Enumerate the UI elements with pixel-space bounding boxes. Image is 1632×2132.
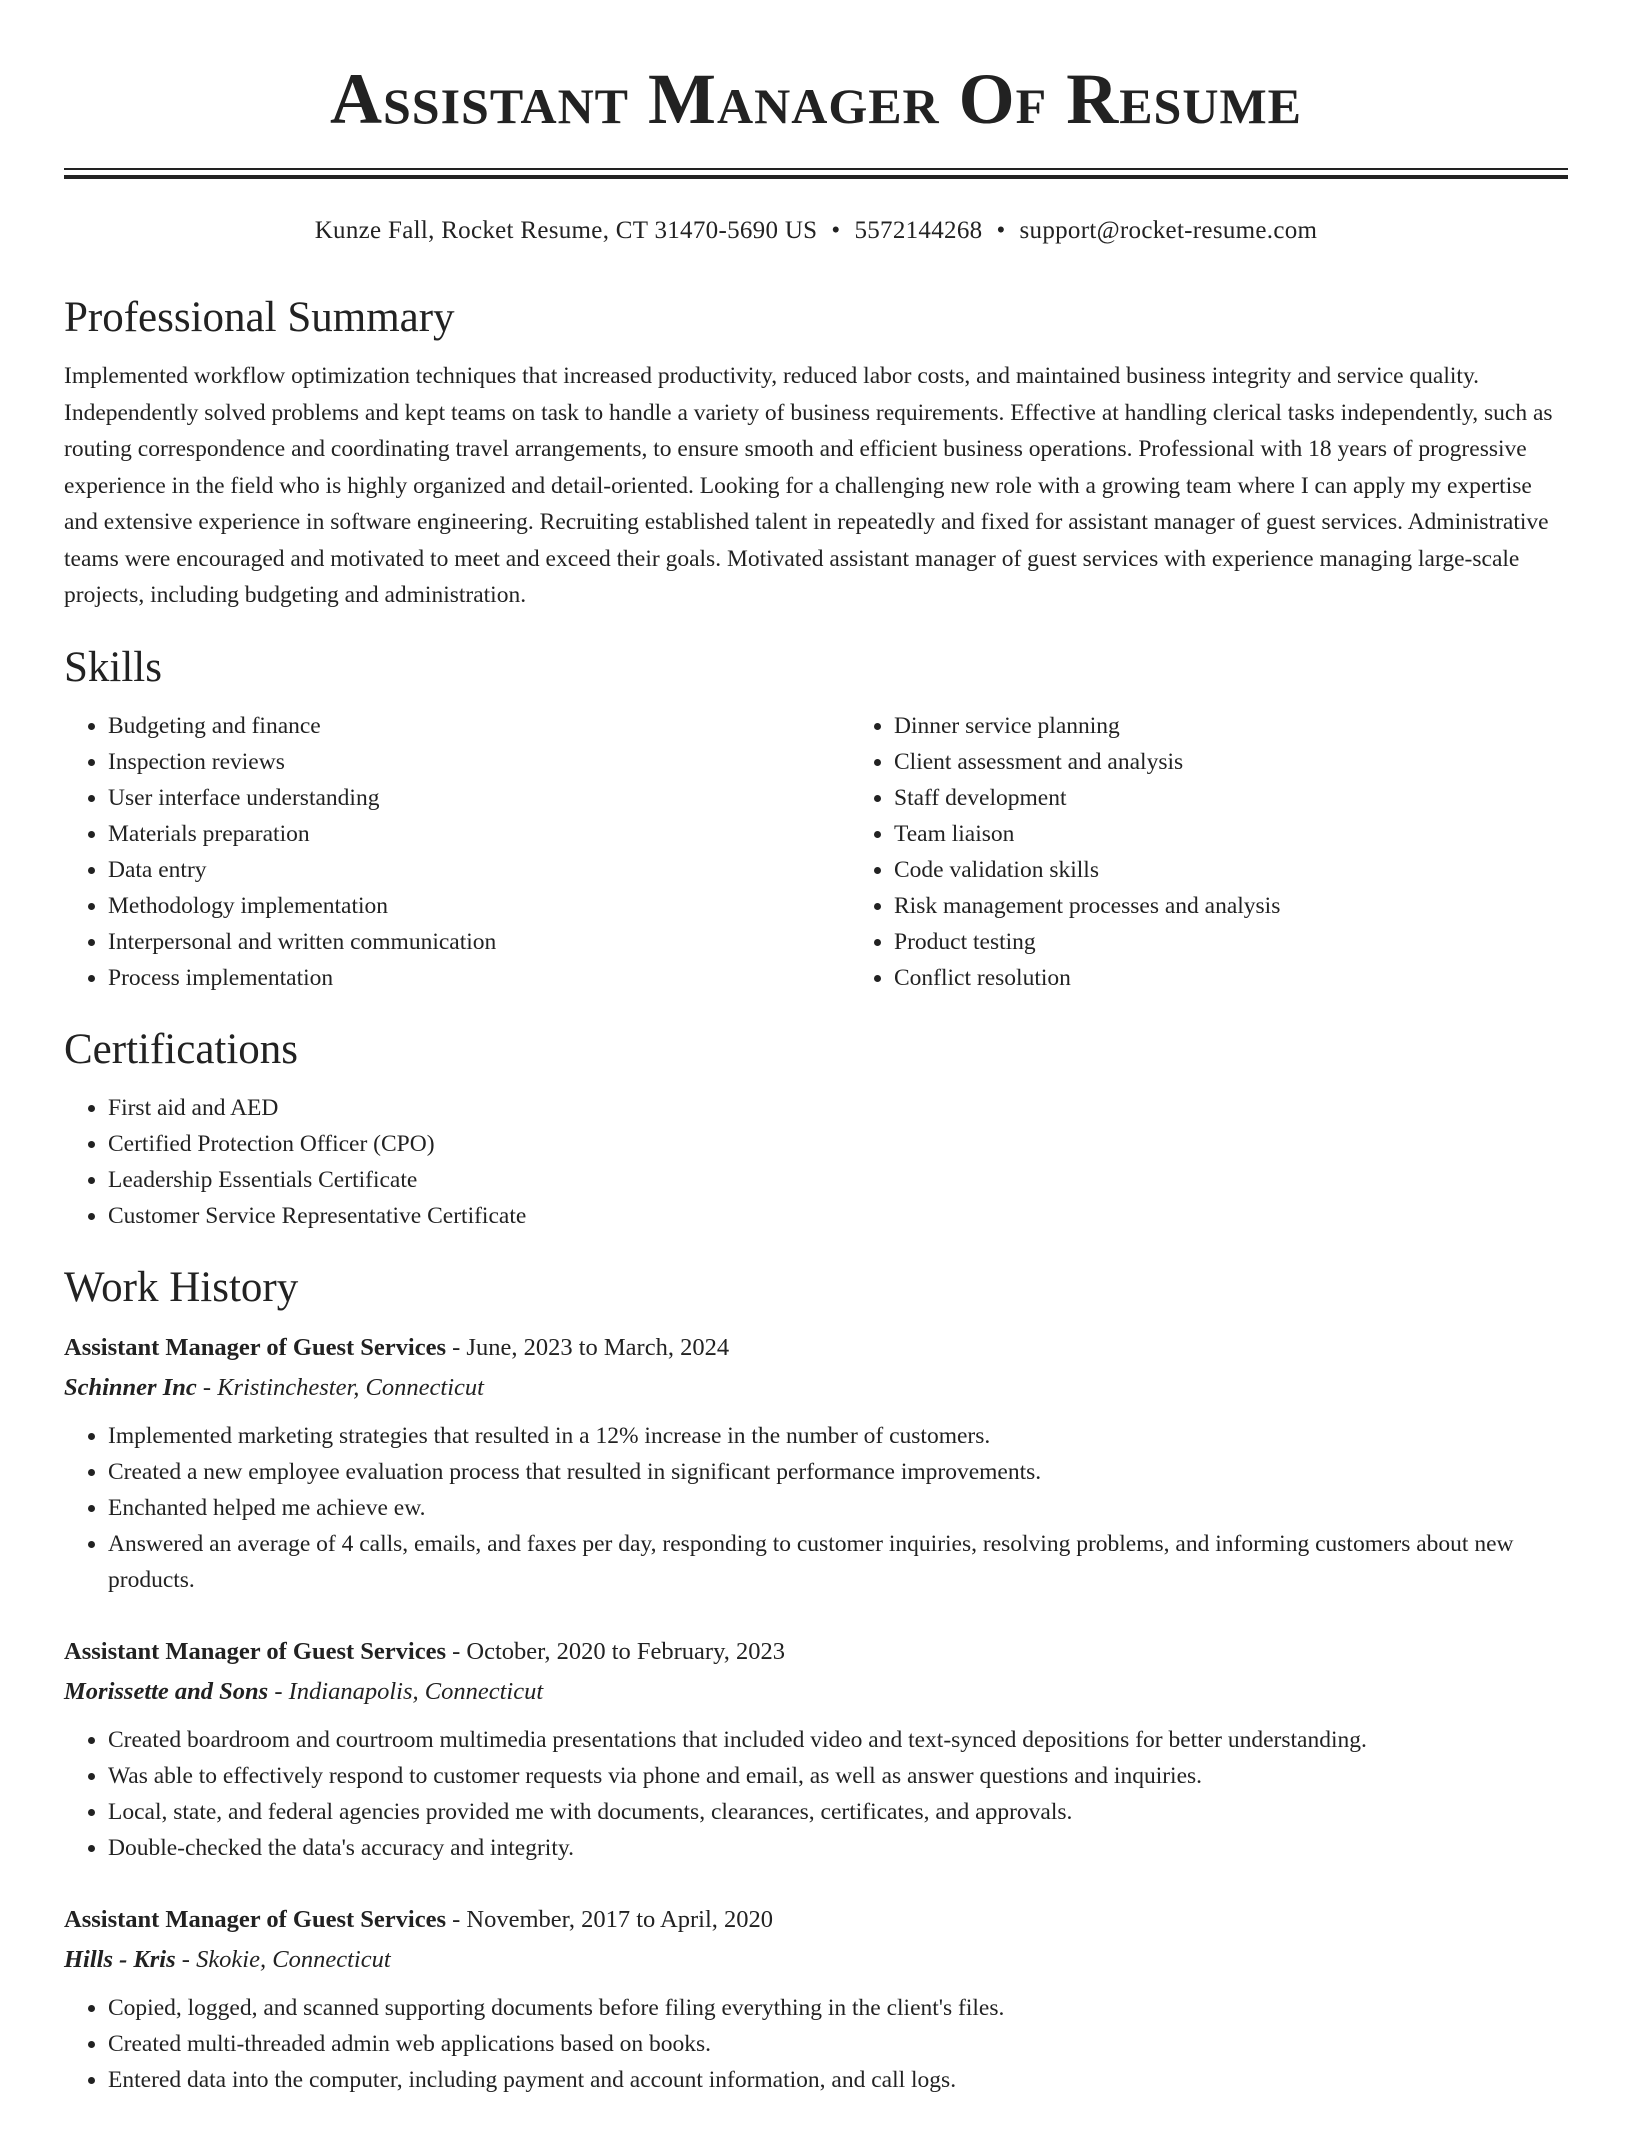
skill-item: • Client assessment and analysis (894, 744, 1632, 780)
job-header: Assistant Manager of Guest Services - October, 2020 to February, 2023 (64, 1637, 785, 1665)
job-company: Schinner Inc (64, 1373, 197, 1401)
certifications-section (64, 1022, 1568, 1234)
job-title: Assistant Manager of Guest Services (64, 1637, 446, 1665)
job-title: Assistant Manager of Guest Services (64, 1333, 446, 1361)
job-header: Assistant Manager of Guest Services - June, 2023 to March, 2024 (64, 1333, 730, 1361)
job-bullet: • Created boardroom and courtroom multimedia presentations that included video and text-synced depositions for better understanding. (108, 1722, 1568, 1758)
skill-item: • Conflict resolution (894, 960, 1632, 996)
job-bullet: • Entered data into the computer, including payment and account information, and call logs. (108, 2062, 1568, 2098)
skill-item: • Dinner service planning (894, 708, 1632, 744)
work-history-section (64, 1260, 1568, 2098)
job-bullet: • Enchanted helped me achieve ew. (108, 1490, 1568, 1526)
skill-item: • Interpersonal and written communication (108, 924, 850, 960)
certifications-list (64, 1090, 1568, 1234)
job-bullet: • Implemented marketing strategies that resulted in a 12% increase in the number of customers. (108, 1418, 1568, 1454)
job-company: Morissette and Sons (64, 1677, 269, 1705)
job-bullet: • Answered an average of 4 calls, emails, and faxes per day, responding to customer inquiries, resolving problems, and informing customers about new products. (108, 1526, 1568, 1598)
skill-item: • Budgeting and finance (108, 708, 850, 744)
summary-section (64, 290, 1568, 614)
job-entry (64, 1632, 1568, 1866)
skill-item: • Team liaison (894, 816, 1632, 852)
job-bullet: • Double-checked the data's accuracy and integrity. (108, 1830, 1568, 1866)
job-location: Skokie, Connecticut (196, 1945, 391, 1973)
job-bullets (64, 1418, 1568, 1598)
job-bullet: • Local, state, and federal agencies provided me with documents, clearances, certificates, and approvals. (108, 1794, 1568, 1830)
job-header: Assistant Manager of Guest Services - November, 2017 to April, 2020 (64, 1905, 774, 1933)
skills-list-right (850, 708, 1632, 996)
skills-section (64, 640, 1568, 996)
contact-separator: • (831, 217, 841, 244)
job-bullet: • Copied, logged, and scanned supporting documents before filing everything in the client's files. (108, 1990, 1568, 2026)
job-entry (64, 1900, 1568, 2098)
job-entry (64, 1328, 1568, 1598)
job-dates: October, 2020 to February, 2023 (466, 1637, 785, 1665)
certification-item: • First aid and AED (108, 1090, 1568, 1126)
job-location: Kristinchester, Connecticut (217, 1373, 484, 1401)
contact-line (0, 214, 1632, 248)
resume-title: Assistant Manager Of Resume (329, 59, 1303, 139)
job-employer: Morissette and Sons - Indianapolis, Connecticut (64, 1677, 544, 1705)
certification-item: • Customer Service Representative Certificate (108, 1198, 1568, 1234)
job-title: Assistant Manager of Guest Services (64, 1905, 446, 1933)
contact-phone: 5572144268 (854, 217, 983, 244)
job-bullets (64, 1990, 1568, 2098)
skills-columns (64, 708, 1568, 996)
work-history-heading: Work History (64, 1263, 299, 1311)
skill-item: • Inspection reviews (108, 744, 850, 780)
summary-heading: Professional Summary (64, 294, 455, 341)
certification-item: • Certified Protection Officer (CPO) (108, 1126, 1568, 1162)
job-dates: June, 2023 to March, 2024 (466, 1333, 730, 1361)
job-employer: Schinner Inc - Kristinchester, Connecticut (64, 1373, 484, 1401)
contact-separator: • (996, 217, 1006, 244)
job-company: Hills - Kris (64, 1945, 176, 1973)
skills-heading: Skills (64, 643, 162, 691)
certifications-heading: Certifications (64, 1025, 299, 1073)
job-dates: November, 2017 to April, 2020 (466, 1905, 774, 1933)
job-bullet: • Created a new employee evaluation process that resulted in significant performance improvements. (108, 1454, 1568, 1490)
contact-email: support@rocket-resume.com (1019, 217, 1318, 244)
skill-item: • Process implementation (108, 960, 850, 996)
title-divider-thick (64, 175, 1568, 179)
skill-item: • Risk management processes and analysis (894, 888, 1632, 924)
job-bullets (64, 1722, 1568, 1866)
skill-item: • Data entry (108, 852, 850, 888)
skill-item: • Product testing (894, 924, 1632, 960)
summary-text: Implemented workflow optimization techniques that increased productivity, reduced labor costs, and maintained business integrity and service quality. Independently solved problems and kept teams on task to handle a variety of business requirements. Effective at handling clerical tasks independently, such as routing correspondence and coordinating travel arrangements, to ensure smooth and efficient business operations. Professional with 18 years of progressive experience in the field who is highly organized and detail-oriented. Looking for a challenging new role with a growing team where I can apply my expertise and extensive experience in software engineering. Recruiting established talent in repeatedly and fixed for assistant manager of guest services. Administrative teams were encouraged and motivated to meet and exceed their goals. Motivated assistant manager of guest services with experience managing large-scale projects, including budgeting and administration. (64, 363, 1553, 608)
skill-item: • Code validation skills (894, 852, 1632, 888)
skill-item: • Methodology implementation (108, 888, 850, 924)
resume-content (64, 290, 1568, 2132)
title-divider-thin (64, 168, 1568, 170)
certification-item: • Leadership Essentials Certificate (108, 1162, 1568, 1198)
job-bullet: • Created multi-threaded admin web applications based on books. (108, 2026, 1568, 2062)
job-location: Indianapolis, Connecticut (288, 1677, 544, 1705)
skill-item: • Staff development (894, 780, 1632, 816)
contact-address: Kunze Fall, Rocket Resume, CT 31470-5690 US (314, 217, 818, 244)
job-employer: Hills - Kris - Skokie, Connecticut (64, 1945, 391, 1973)
skills-list-left (64, 708, 850, 996)
skill-item: • User interface understanding (108, 780, 850, 816)
job-bullet: • Was able to effectively respond to customer requests via phone and email, as well as answer questions and inquiries. (108, 1758, 1568, 1794)
skill-item: • Materials preparation (108, 816, 850, 852)
